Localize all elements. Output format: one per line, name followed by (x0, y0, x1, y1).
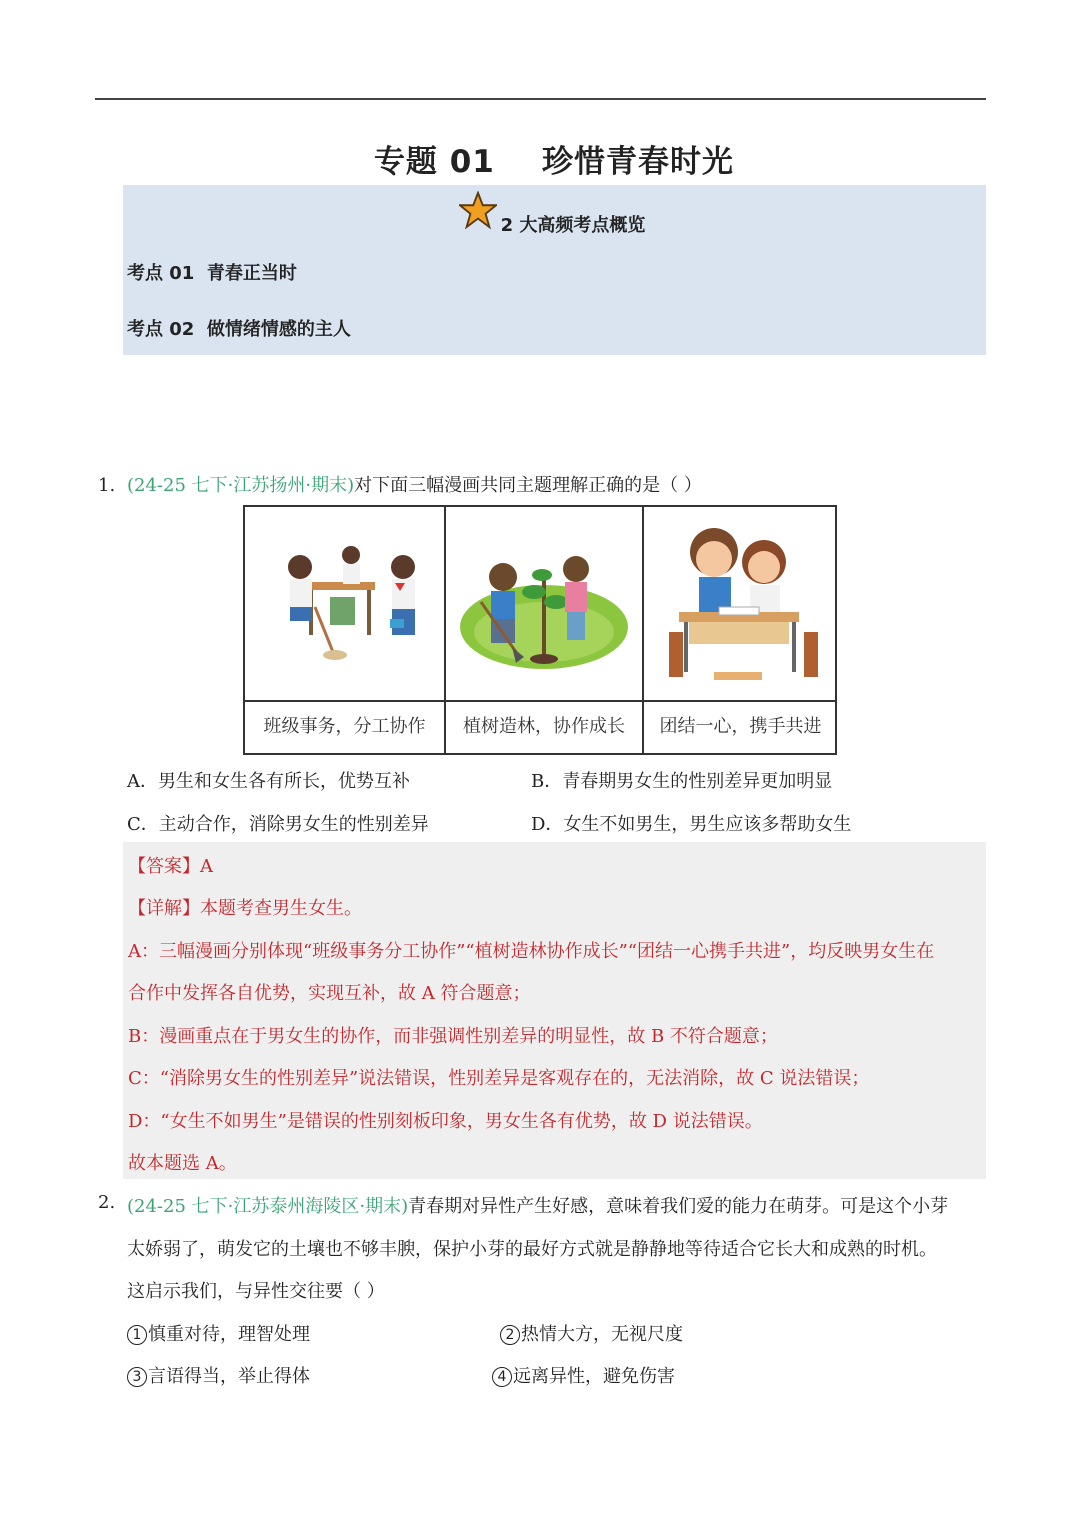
q1-stem: 对下面三幅漫画共同主题理解正确的是（ ） (354, 475, 702, 496)
answer-line: 【详解】本题考查男生女生。 (128, 898, 362, 919)
q2-source: (24-25 七下·江苏泰州海陵区·期末) (127, 1196, 409, 1217)
header-rule (95, 98, 986, 100)
overview-box (123, 185, 986, 355)
q1-option-a[interactable]: A．男生和女生各有所长，优势互补 (127, 771, 410, 792)
q2-choice-1[interactable]: 1 慎重对待，理智处理 (127, 1320, 310, 1346)
comic-image-1 (245, 507, 446, 700)
answer-line: B：漫画重点在于男女生的协作，而非强调性别差异的明显性，故 B 不符合题意； (128, 1026, 778, 1047)
q2-choice-4[interactable]: 4 远离异性，避免伤害 (492, 1362, 675, 1388)
q2-choice-3[interactable]: 3 言语得当，举止得体 (127, 1362, 310, 1388)
page-title: 专题 01 珍惜青春时光 (373, 144, 735, 180)
comic-caption-3: 团结一心，携手共进 (644, 700, 837, 753)
q2-stem-line-3: 这启示我们，与异性交往要（ ） (127, 1281, 385, 1302)
answer-line: C：“消除男女生的性别差异”说法错误，性别差异是客观存在的，无法消除，故 C 说法错误； (128, 1068, 870, 1089)
answer-line: A：三幅漫画分别体现“班级事务分工协作”“植树造林协作成长”“团结一心携手共进”，均反映男女生在 (128, 941, 935, 962)
q1-stem-line (127, 475, 702, 497)
q1-answer-box (123, 842, 986, 1179)
answer-line: 故本题选 A。 (128, 1153, 237, 1174)
comic-table (243, 505, 837, 755)
answer-line: D：“女生不如男生”是错误的性别刻板印象，男女生各有优势，故 D 说法错误。 (128, 1111, 763, 1132)
comic-caption-2: 植树造林，协作成长 (446, 700, 644, 753)
q1-source: (24-25 七下·江苏扬州·期末) (127, 475, 355, 496)
q2-number: 2. (98, 1192, 116, 1213)
overview-point-1: 考点 01 青春正当时 (127, 263, 297, 284)
q2-choice-2[interactable]: 2 热情大方，无视尺度 (500, 1320, 683, 1346)
overview-heading: 2 大高频考点概览 (500, 215, 646, 236)
q2-stem-line-2: 太娇弱了，萌发它的土壤也不够丰腴，保护小芽的最好方式就是静静地等待适合它长大和成熟的时机。 (127, 1239, 937, 1260)
comic-caption-1: 班级事务，分工协作 (245, 700, 446, 753)
q2-stem-line-1: (24-25 七下·江苏泰州海陵区·期末)青春期对异性产生好感，意味着我们爱的能力在萌芽。可是这个小芽 (127, 1196, 949, 1217)
q1-option-c[interactable]: C．主动合作，消除男女生的性别差异 (127, 814, 429, 835)
comic-image-3 (644, 507, 837, 700)
comic-image-2 (446, 507, 644, 700)
overview-point-2: 考点 02 做情绪情感的主人 (127, 319, 351, 340)
q1-option-d[interactable]: D．女生不如男生，男生应该多帮助女生 (531, 814, 852, 835)
q1-number: 1. (98, 475, 116, 496)
answer-line: 【答案】A (128, 856, 213, 877)
q1-option-b[interactable]: B．青春期男女生的性别差异更加明显 (531, 771, 833, 792)
answer-line: 合作中发挥各自优势，实现互补，故 A 符合题意； (128, 983, 531, 1004)
